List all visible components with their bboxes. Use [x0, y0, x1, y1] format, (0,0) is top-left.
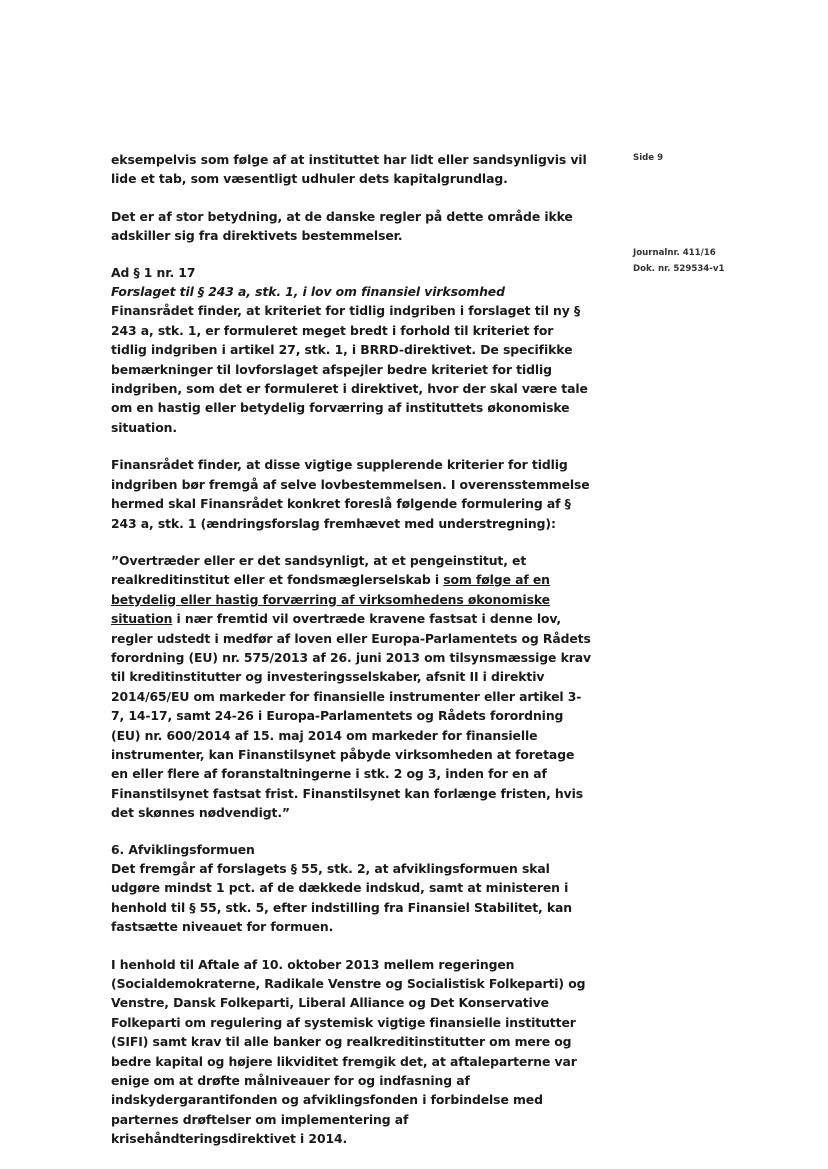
- quote-end: i nær fremtid vil overtræde kravene fastsat i denne lov, regler udstedt i medfør af loven eller Europa-Parlamentets og Rådets forordning (EU) nr. 575/2013 af 26. juni 2013 om tilsynsmæssige krav til kreditinstitutter og investeringsselskaber, afsnit II i direktiv 2014/65/EU om markeder for finansielle instrumenter eller artikel 3-7, 14-17, samt 24-26 i Europa-Parlamentets og Rådets forordning (EU) nr. 600/2014 af 15. maj 2014 om markeder for finansielle instrumenter, kan Finanstilsynet påbyde virksomheden at foretage en eller flere af foranstaltningerne i stk. 2 og 3, inden for en af Finanstilsynet fastsat frist. Finanstilsynet kan forlænge fristen, hvis det skønnes nødvendigt.”: [111, 611, 591, 821]
- quote-start: ”Overtræder eller er det sandsynligt, at et pengeinstitut, et realkreditinstitut eller et fondsmæglerselskab i: [111, 552, 527, 588]
- journal-number: Journalnr. 411/16: [633, 248, 716, 258]
- section-heading-ad-1-17: Ad § 1 nr. 17: [111, 264, 196, 280]
- paragraph-6: I henhold til Aftale af 10. oktober 2013 mellem regeringen (Socialdemokraterne, Radikale Venstre og Socialistisk Folkeparti) og Venstre, Dansk Folkeparti, Liberal Alliance og Det Konservative Folkeparti om regulering af systemisk vigtige finansielle institutter (SIFI) samt krav til alle banker og realkreditinstitutter om mere og bedre kapital og højere likviditet fremgik det, at aftaleparterne var enige om at drøfte målniveauer for og indfasning af indskydergarantifonden og afviklingsfonden i forbindelse med parternes drøftelser om implementering af krisehåndteringsdirektivet i 2014.: [111, 956, 586, 1147]
- paragraph-1: eksempelvis som følge af at instituttet har lidt eller sandsynligvis vil lide et tab, som væsentligt udhuler dets kapitalgrundlag.: [111, 152, 587, 187]
- paragraph-4: Finansrådet finder, at disse vigtige supplerende kriterier for tidlig indgriben bør fremgå af selve lovbestemmelsen. I overensstemmelse hermed skal Finansrådet konkret foreslå følgende formulering af § 243 a, stk. 1 (ændringsforslag fremhævet med understregning):: [111, 457, 590, 531]
- section-subheading: Forslaget til § 243 a, stk. 1, i lov om finansiel virksomhed: [111, 284, 505, 300]
- quote-underlined-amendment: som følge af en betydelig eller hastig forværring af virksomhedens økonomiske situation: [111, 572, 550, 627]
- section-heading-afviklingsformuen: 6. Afviklingsformuen: [111, 841, 255, 857]
- paragraph-5: Det fremgår af forslagets § 55, stk. 2, at afviklingsformuen skal udgøre mindst 1 pct. af de dækkede indskud, samt at ministeren i henhold til § 55, stk. 5, efter indstilling fra Finansiel Stabilitet, kan fastsætte niveauet for formuen.: [111, 861, 572, 935]
- page-number: Side 9: [633, 153, 664, 163]
- document-number: Dok. nr. 529534-v1: [633, 264, 725, 274]
- quoted-proposal: [111, 551, 591, 823]
- paragraph-2: Det er af stor betydning, at de danske regler på dette område ikke adskiller sig fra direktivets bestemmelser.: [111, 208, 573, 244]
- body-text: [111, 150, 591, 1149]
- paragraph-3: Finansrådet finder, at kriteriet for tidlig indgriben i forslaget til ny § 243 a, stk. 1, er formuleret meget bredt i forhold til kriteriet for tidlig indgriben i artikel 27, stk. 1, i BRRD-direktivet. De specifikke bemærkninger til lovforslaget afspejler bedre kriteriet for tidlig indgriben, som det er formuleret i direktivet, hvor der skal være tale om en hastig eller betydelig forværring af instituttets økonomiske situation.: [111, 303, 588, 435]
